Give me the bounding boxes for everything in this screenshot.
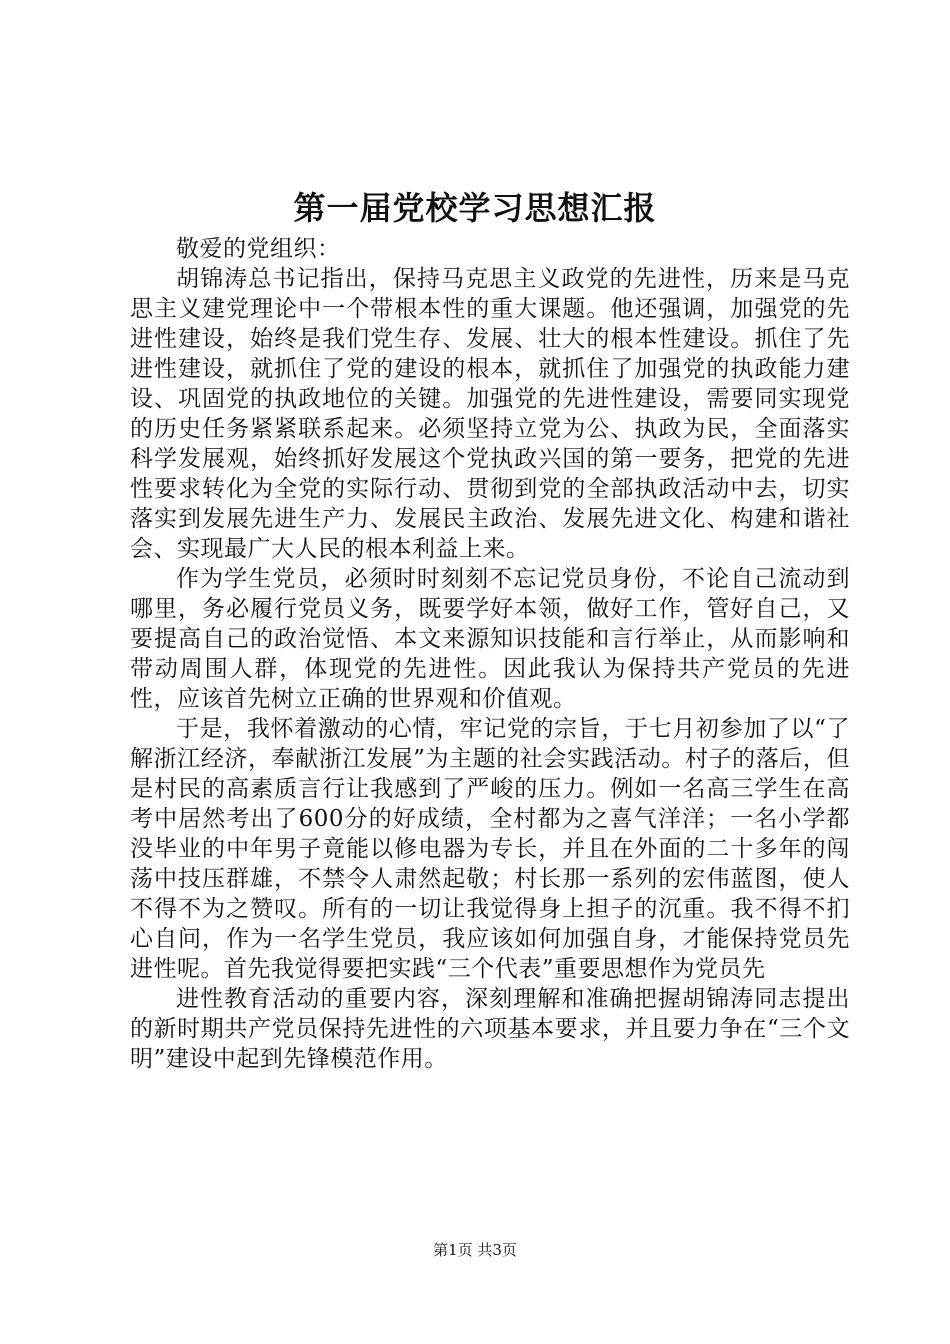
paragraph-3: 于是，我怀着激动的心情，牢记党的宗旨，于七月初参加了以“了解浙江经济，奉献浙江发展”为主题的社会实践活动。村子的落后，但是村民的高素质言行让我感到了严峻的压力。例如一名高三学生在高考中居然考出了600分的好成绩，全村都为之喜气洋洋；一名小学都没毕业的中年男子竟能以修电器为专长，并且在外面的二十多年的闯荡中技压群雄，不禁令人肃然起敬；村长那一系列的宏伟蓝图，使人不得不为之赞叹。所有的一切让我觉得身上担子的沉重。我不得不扪心自问，作为一名学生党员，我应该如何加强自身，才能保持党员先进性呢。首先我觉得要把实践“三个代表”重要思想作为党员先 (130, 716, 850, 982)
salutation: 敬爱的党组织： (176, 236, 341, 262)
document-body (130, 234, 850, 1074)
paragraph-4: 进性教育活动的重要内容，深刻理解和准确把握胡锦涛同志提出的新时期共产党员保持先进性的六项基本要求，并且要力争在“三个文明”建设中起到先锋模范作用。 (130, 986, 850, 1072)
paragraph-2: 作为学生党员，必须时时刻刻不忘记党员身份，不论自己流动到哪里，务必履行党员义务，既要学好本领，做好工作，管好自己，又要提高自己的政治觉悟、本文来源知识技能和言行举止，从而影响和带动周围人群，体现党的先进性。因此我认为保持共产党员的先进性，应该首先树立正确的世界观和价值观。 (130, 566, 850, 712)
paragraph-1: 胡锦涛总书记指出，保持马克思主义政党的先进性，历来是马克思主义建党理论中一个带根本性的重大课题。他还强调，加强党的先进性建设，始终是我们党生存、发展、壮大的根本性建设。抓住了先进性建设，就抓住了党的建设的根本，就抓住了加强党的执政能力建设、巩固党的执政地位的关键。加强党的先进性建设，需要同实现党的历史任务紧紧联系起来。必须坚持立党为公、执政为民，全面落实科学发展观，始终抓好发展这个党执政兴国的第一要务，把党的先进性要求转化为全党的实际行动、贯彻到党的全部执政活动中去，切实落实到发展先进生产力、发展民主政治、发展先进文化、构建和谐社会、实现最广大人民的根本利益上来。 (130, 266, 850, 562)
page-number-footer: 第1页 共3页 (433, 1241, 517, 1259)
document-title: 第一届党校学习思想汇报 (293, 189, 657, 227)
